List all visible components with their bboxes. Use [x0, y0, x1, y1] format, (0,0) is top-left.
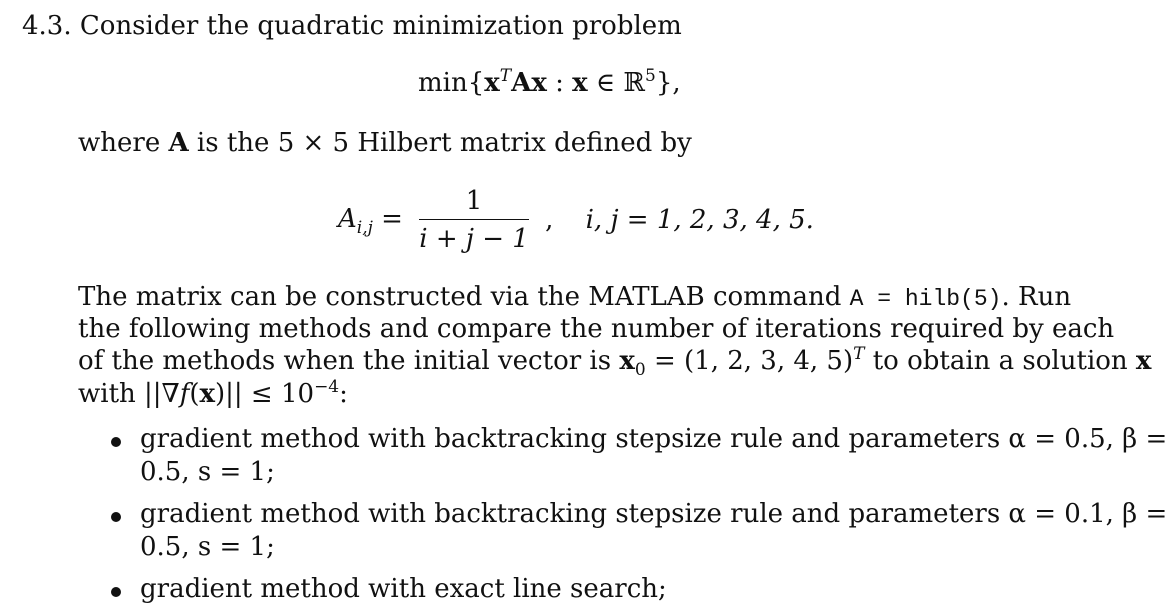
paragraph-line-1a: The matrix can be constructed via the MATLAB command: [78, 282, 850, 312]
objective-prefix: min{: [418, 68, 485, 98]
matlab-code: A = hilb(5): [849, 286, 1002, 312]
hilbert-equals: =: [372, 203, 403, 234]
paragraph-line-1b: . Run: [1001, 282, 1072, 312]
hilbert-subscript: i,j: [356, 217, 373, 238]
where-prefix: where: [78, 128, 169, 158]
hilbert-A: A: [338, 203, 357, 234]
method-3-line-1: [140, 573, 667, 605]
method-1-text-1: gradient method with backtracking stepsize rule and parameters α = 0.5, β =: [140, 424, 1167, 454]
problem-intro: Consider the quadratic minimization problem: [79, 11, 682, 41]
method-2-text-2: 0.5, s = 1;: [140, 532, 275, 562]
paragraph-line-1: [78, 281, 1071, 315]
tolerance-exponent: −4: [314, 377, 340, 397]
paragraph-line-2-text: the following methods and compare the number of iterations required by each: [78, 314, 1115, 344]
where-A: A: [168, 128, 189, 158]
method-bullet-3: [111, 587, 121, 597]
method-1-text-2: 0.5, s = 1;: [140, 457, 275, 487]
method-2-line-1: [140, 498, 1167, 530]
hilbert-comma: ,: [545, 205, 554, 235]
method-1-line-2: [140, 456, 275, 488]
initial-vector-subscript: 0: [634, 360, 646, 380]
problem-number: 4.3.: [22, 11, 72, 41]
hilbert-fraction: [419, 186, 529, 254]
method-bullet-2: [111, 512, 121, 522]
method-2-line-2: [140, 531, 275, 563]
paragraph-line-4: [78, 378, 348, 413]
where-suffix: is the 5 × 5 Hilbert matrix defined by: [188, 128, 692, 158]
objective-A: A: [511, 68, 532, 98]
paragraph-line-4b: (: [189, 379, 200, 409]
paragraph-line-2: [78, 313, 1114, 345]
objective-suffix: },: [655, 68, 681, 98]
objective-dimension: 5: [645, 66, 656, 86]
paragraph-line-3a: of the methods when the initial vector is: [78, 346, 620, 376]
hilbert-denominator: i + j − 1: [419, 224, 529, 254]
paragraph-line-4a: with ||∇: [78, 379, 180, 409]
paragraph-line-3c: to obtain a solution: [864, 346, 1136, 376]
paragraph-line-3b: = (1, 2, 3, 4, 5): [645, 346, 854, 376]
objective-x2: x: [531, 68, 547, 98]
where-line: [78, 127, 692, 159]
objective-formula: [418, 67, 681, 102]
hilbert-index-range: i, j = 1, 2, 3, 4, 5.: [585, 205, 814, 235]
gradient-x: x: [199, 379, 215, 409]
initial-vector-x: x: [619, 346, 635, 376]
objective-x3: x: [572, 68, 588, 98]
hilbert-formula: [338, 186, 814, 256]
solution-x: x: [1135, 346, 1152, 376]
objective-x: x: [484, 68, 500, 98]
method-3-text-1: gradient method with exact line search;: [140, 574, 667, 604]
paragraph-line-4c: )|| ≤ 10: [215, 379, 315, 409]
paragraph-line-4d: :: [339, 379, 348, 409]
objective-real-set: ℝ: [623, 68, 646, 98]
objective-transpose: T: [499, 66, 512, 86]
objective-in: ∈: [587, 68, 624, 98]
objective-colon: :: [546, 68, 573, 98]
method-2-text-1: gradient method with backtracking stepsize rule and parameters α = 0.1, β =: [140, 499, 1167, 529]
paragraph-line-3: [78, 345, 1151, 380]
method-bullet-1: [111, 437, 121, 447]
hilbert-numerator: 1: [419, 186, 529, 220]
gradient-function: f: [179, 379, 190, 409]
problem-heading: [22, 10, 682, 42]
method-1-line-1: [140, 423, 1167, 455]
initial-vector-transpose: T: [853, 344, 865, 364]
hilbert-lhs: [338, 204, 403, 237]
